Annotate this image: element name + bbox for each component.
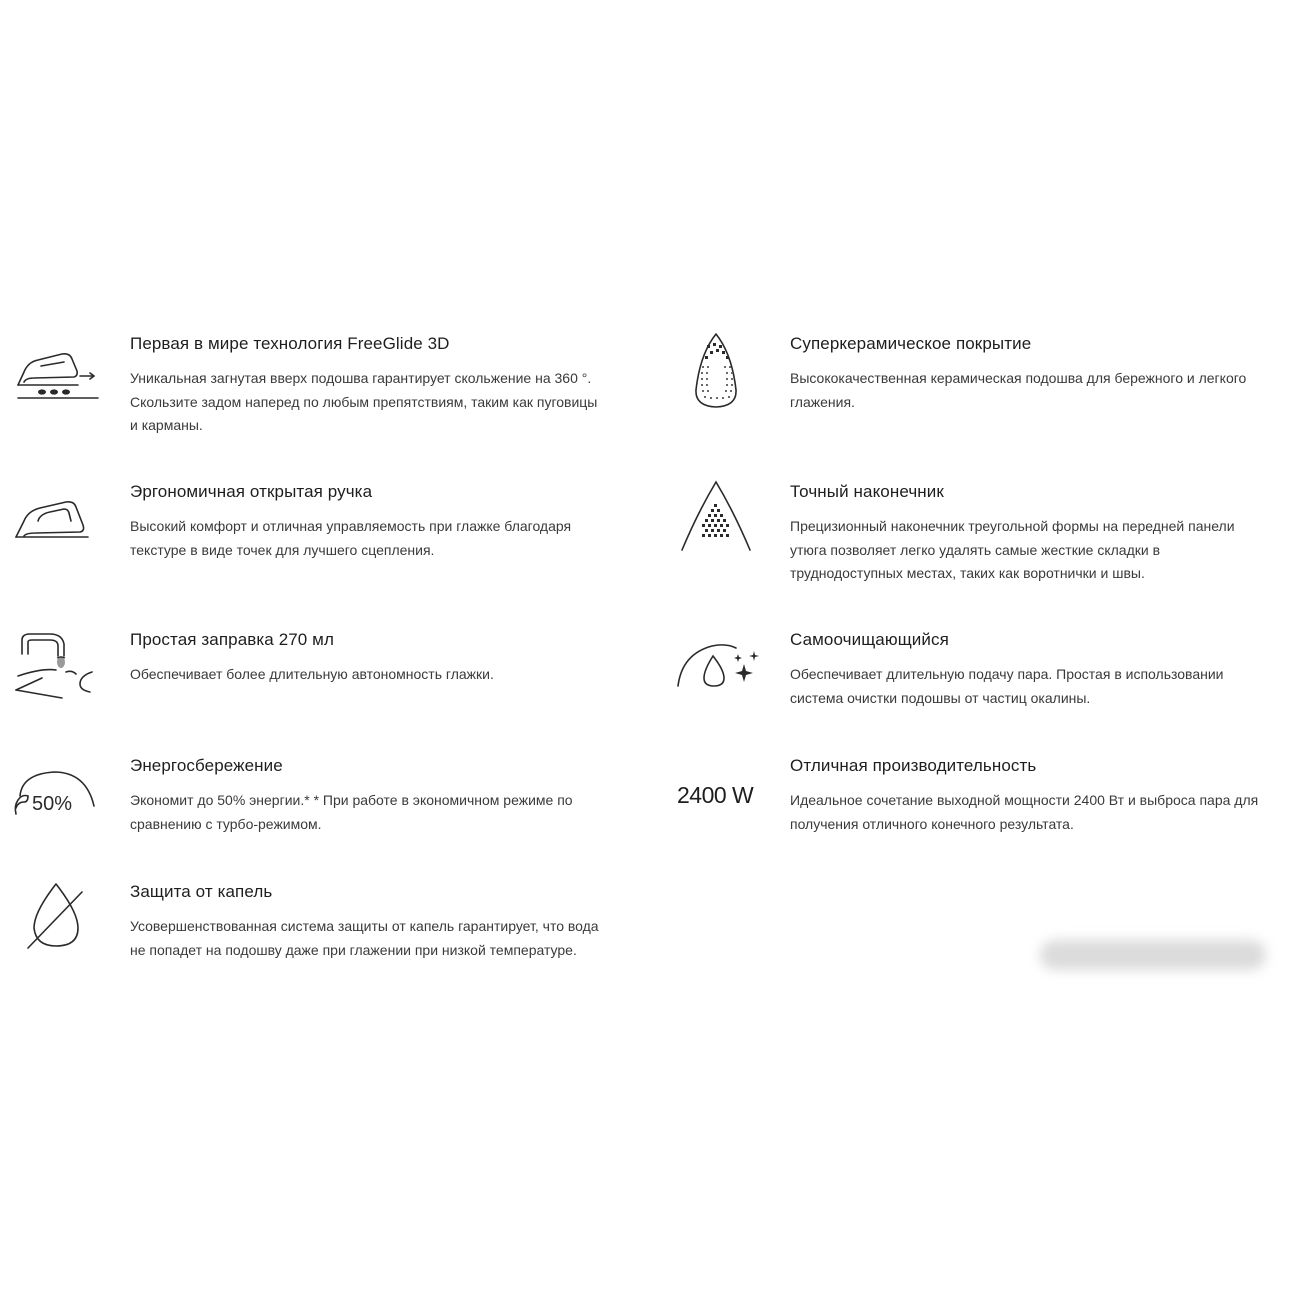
feature-title: Первая в мире технология FreeGlide 3D [130,334,450,353]
feature-title: Эргономичная открытая ручка [130,482,373,501]
precision-tip-icon [678,478,754,554]
feature-title: Защита от капель [130,882,273,901]
feature-description: Прецизионный наконечник треугольной формы на передней панели утюга позволяет легко удалять самые жесткие складки в труднодоступных местах, таких как воротнички и швы. [790,518,1235,581]
feature-description: Идеальное сочетание выходной мощности 2400 Вт и выброса пара для получения отличного конечного результата. [790,792,1259,832]
water-refill-icon [12,630,98,700]
power-2400w-icon: 2400 W [677,782,754,808]
iron-handle-icon [12,495,102,551]
blurred-watermark [1040,940,1266,970]
iron-glide-icon [14,344,104,404]
soleplate-icon [686,330,746,412]
feature-title: Отличная производительность [790,756,1037,775]
feature-title: Суперкерамическое покрытие [790,334,1032,353]
anti-drip-icon [24,878,88,954]
energy-percent-label: 50% [32,793,73,815]
feature-title: Простая заправка 270 мл [130,630,334,649]
feature-description: Экономит до 50% энергии.* * При работе в экономичном режиме по сравнению с турбо-режимом. [130,792,573,832]
self-clean-icon [672,636,762,692]
feature-title: Точный наконечник [790,482,944,501]
feature-description: Обеспечивает более длительную автономность глажки. [130,666,494,682]
feature-description: Обеспечивает длительную подачу пара. Простая в использовании система очистки подошвы от частиц окалины. [790,666,1224,706]
energy-saving-icon [10,766,100,824]
feature-description: Уникальная загнутая вверх подошва гарантирует скольжение на 360 °. Скользите задом наперед по любым препятствиям, таким как пуговицы и карманы. [130,370,598,433]
feature-description: Высококачественная керамическая подошва для бережного и легкого глажения. [790,370,1247,410]
feature-title: Энергосбережение [130,756,283,775]
feature-description: Усовершенствованная система защиты от капель гарантирует, что вода не попадет на подошву даже при глажении при низкой температуре. [130,918,599,958]
feature-title: Самоочищающийся [790,630,949,649]
feature-description: Высокий комфорт и отличная управляемость при глажке благодаря текстуре в виде точек для лучшего сцепления. [130,518,572,558]
